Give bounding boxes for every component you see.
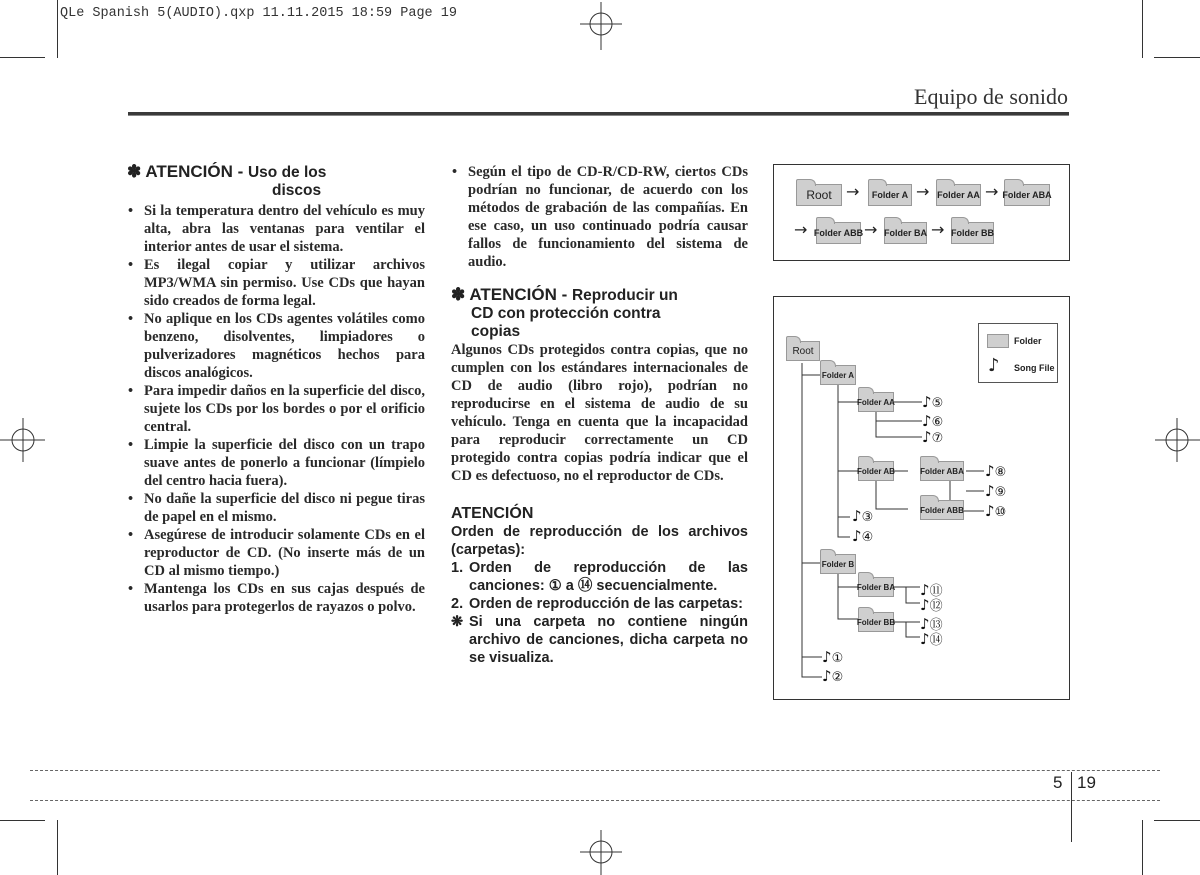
attention-subtitle: CD con protección contra — [471, 305, 661, 322]
song-file: ♪⑩ — [985, 502, 1007, 520]
registration-mark — [576, 826, 626, 875]
folder-icon: Folder AA — [936, 184, 981, 206]
list-number: 1. — [451, 560, 464, 576]
registration-mark — [1155, 415, 1200, 465]
folder-icon: Folder BB — [951, 222, 994, 244]
song-file: ♪⑦ — [922, 428, 944, 446]
crop-mark — [57, 0, 58, 58]
song-file: ♪⑫ — [920, 596, 943, 614]
list-text: Orden de reproducción de las canciones: ① a ⑭ secuencialmente. — [469, 560, 748, 594]
footer-rule — [30, 770, 1160, 771]
music-note-icon: ♪ — [920, 615, 930, 633]
list-item: • Para impedir daños en la superficie del disco, sujete los CDs por los bordes o por el orificio central. — [127, 382, 425, 436]
folder-icon: Folder BA — [884, 222, 927, 244]
list-item: • Si la temperatura dentro del vehículo es muy alta, abra las ventanas para ventilar el interior antes de usar el sistema. — [127, 202, 425, 256]
print-slug: QLe Spanish 5(AUDIO).qxp 11.11.2015 18:59 Page 19 — [60, 6, 457, 21]
crop-mark — [57, 820, 58, 875]
song-file: ♪⑨ — [985, 482, 1007, 500]
attention-word: ATENCIÓN - — [145, 162, 244, 181]
attention-heading: ATENCIÓN — [451, 505, 534, 522]
legend-label: Song File — [1014, 363, 1055, 373]
list-item: • No dañe la superficie del disco ni pegue tiras de papel en el mismo. — [127, 490, 425, 526]
note-item — [451, 613, 748, 667]
arrow-right-icon: → — [985, 182, 999, 201]
song-file: ♪⑬ — [920, 615, 943, 633]
folder-icon: Folder A — [820, 365, 856, 385]
arrow-right-icon: → — [916, 182, 930, 201]
list-item — [451, 595, 748, 613]
folder-icon — [987, 334, 1009, 348]
legend-label: Folder — [1014, 336, 1042, 346]
column-2 — [451, 163, 748, 667]
paragraph: Orden de reproducción de los archivos (carpetas): — [451, 524, 748, 558]
paragraph: Algunos CDs protegidos contra copias, que no cumplen con los estándares internacionales de CD de audio (libro rojo), podrían no reproducirse en el sistema de audio de su vehículo. Tenga en cuenta que la incapacidad para reproducir correctamente un CD protegido contra copias podría indicar que el CD es defectuoso, no el reproductor de CDs. — [451, 342, 748, 484]
folder-icon: Root — [786, 341, 820, 361]
attention-subtitle: Uso de los — [247, 164, 327, 181]
arrow-right-icon: → — [931, 220, 945, 239]
song-file: ♪⑤ — [922, 393, 944, 411]
page-number-divider — [1071, 772, 1072, 842]
note-symbol: ❋ — [451, 614, 464, 630]
folder-order-diagram — [773, 164, 1070, 261]
song-file: ♪① — [822, 648, 844, 666]
folder-icon: Folder A — [868, 184, 912, 206]
footer-rule — [30, 800, 1160, 801]
list-text: Orden de reproducción de las carpetas: — [469, 596, 743, 612]
registration-mark — [0, 415, 45, 465]
attention-subtitle: discos — [272, 182, 322, 199]
music-note-icon: ♪ — [988, 355, 1000, 376]
crop-mark — [1142, 820, 1143, 875]
folder-icon: Folder AB — [858, 461, 894, 481]
attention-word: ATENCIÓN - — [469, 285, 568, 304]
song-file: ♪⑧ — [985, 462, 1007, 480]
folder-icon: Folder ABA — [1004, 184, 1050, 206]
attention-subtitle: copias — [471, 323, 521, 340]
crop-mark — [1154, 820, 1200, 821]
music-note-icon: ♪ — [985, 462, 995, 480]
music-note-icon: ♪ — [920, 630, 930, 648]
attention-heading — [451, 286, 748, 341]
note-text: Si una carpeta no contiene ningún archivo de canciones, dicha carpeta no se visualiza. — [469, 614, 748, 666]
list-number: 2. — [451, 596, 464, 612]
bullet-list — [451, 163, 748, 271]
header-rule — [128, 115, 1069, 116]
song-file: ♪③ — [852, 507, 874, 525]
list-item: • Es ilegal copiar y utilizar archivos MP3/WMA sin permiso. Use CDs que hayan sido creados de forma legal. — [127, 256, 425, 310]
column-1 — [127, 163, 425, 616]
crop-mark — [0, 57, 45, 58]
list-item: • Mantenga los CDs en sus cajas después de usarlos para protegerlos de rayazos o polvo. — [127, 580, 425, 616]
music-note-icon: ♪ — [922, 412, 932, 430]
crop-mark — [0, 820, 45, 821]
folder-icon: Folder ABA — [920, 461, 964, 481]
music-note-icon: ♪ — [852, 507, 862, 525]
list-item — [451, 559, 748, 595]
song-file: ♪② — [822, 667, 844, 685]
list-item: • Limpie la superficie del disco con un trapo suave antes de ponerlo a funcionar (límpielo del centro hacia fuera). — [127, 436, 425, 490]
crop-mark — [1142, 0, 1143, 58]
section-title: Equipo de sonido — [914, 84, 1068, 109]
folder-icon: Folder BB — [858, 612, 894, 632]
music-note-icon: ♪ — [985, 502, 995, 520]
song-file: ♪④ — [852, 527, 874, 545]
list-item: • Según el tipo de CD-R/CD-RW, ciertos CDs podrían no funcionar, de acuerdo con los métodos de grabación de las compañías. En ese caso, un uso continuado podría causar fallos de funcionamiento del sistema de audio. — [451, 163, 748, 271]
music-note-icon: ♪ — [822, 648, 832, 666]
folder-icon: Root — [796, 184, 842, 206]
diagram-legend — [978, 323, 1058, 383]
song-file: ♪⑪ — [920, 581, 943, 599]
chapter-number: 5 — [1053, 773, 1063, 792]
folder-icon: Folder AA — [858, 392, 894, 412]
song-file: ♪⑥ — [922, 412, 944, 430]
song-file: ♪⑭ — [920, 630, 943, 648]
folder-icon: Folder ABB — [816, 222, 861, 244]
music-note-icon: ♪ — [822, 667, 832, 685]
attention-heading — [127, 163, 425, 200]
folder-icon: Folder ABB — [920, 500, 964, 520]
attention-subtitle: Reproducir un — [571, 287, 678, 304]
list-item: • No aplique en los CDs agentes volátiles como benzeno, disolventes, limpiadores o pulverizadores magnéticos hechos para discos analógicos. — [127, 310, 425, 382]
attention-symbol: ✽ — [451, 285, 466, 304]
music-note-icon: ♪ — [920, 596, 930, 614]
bullet-list — [127, 202, 425, 616]
music-note-icon: ♪ — [985, 482, 995, 500]
list-item: • Asegúrese de introducir solamente CDs en el reproductor de CD. (No inserte más de un CD al mismo tiempo.) — [127, 526, 425, 580]
folder-icon: Folder BA — [858, 577, 894, 597]
crop-mark — [1154, 57, 1200, 58]
music-note-icon: ♪ — [922, 393, 932, 411]
arrow-right-icon: → — [864, 220, 878, 239]
page-number: 19 — [1077, 773, 1096, 792]
music-note-icon: ♪ — [920, 581, 930, 599]
music-note-icon: ♪ — [852, 527, 862, 545]
registration-mark — [576, 2, 626, 52]
arrow-right-icon: → — [794, 220, 808, 239]
music-note-icon: ♪ — [922, 428, 932, 446]
attention-symbol: ✽ — [127, 162, 142, 181]
arrow-right-icon: → — [846, 182, 860, 201]
folder-icon: Folder B — [820, 554, 856, 574]
